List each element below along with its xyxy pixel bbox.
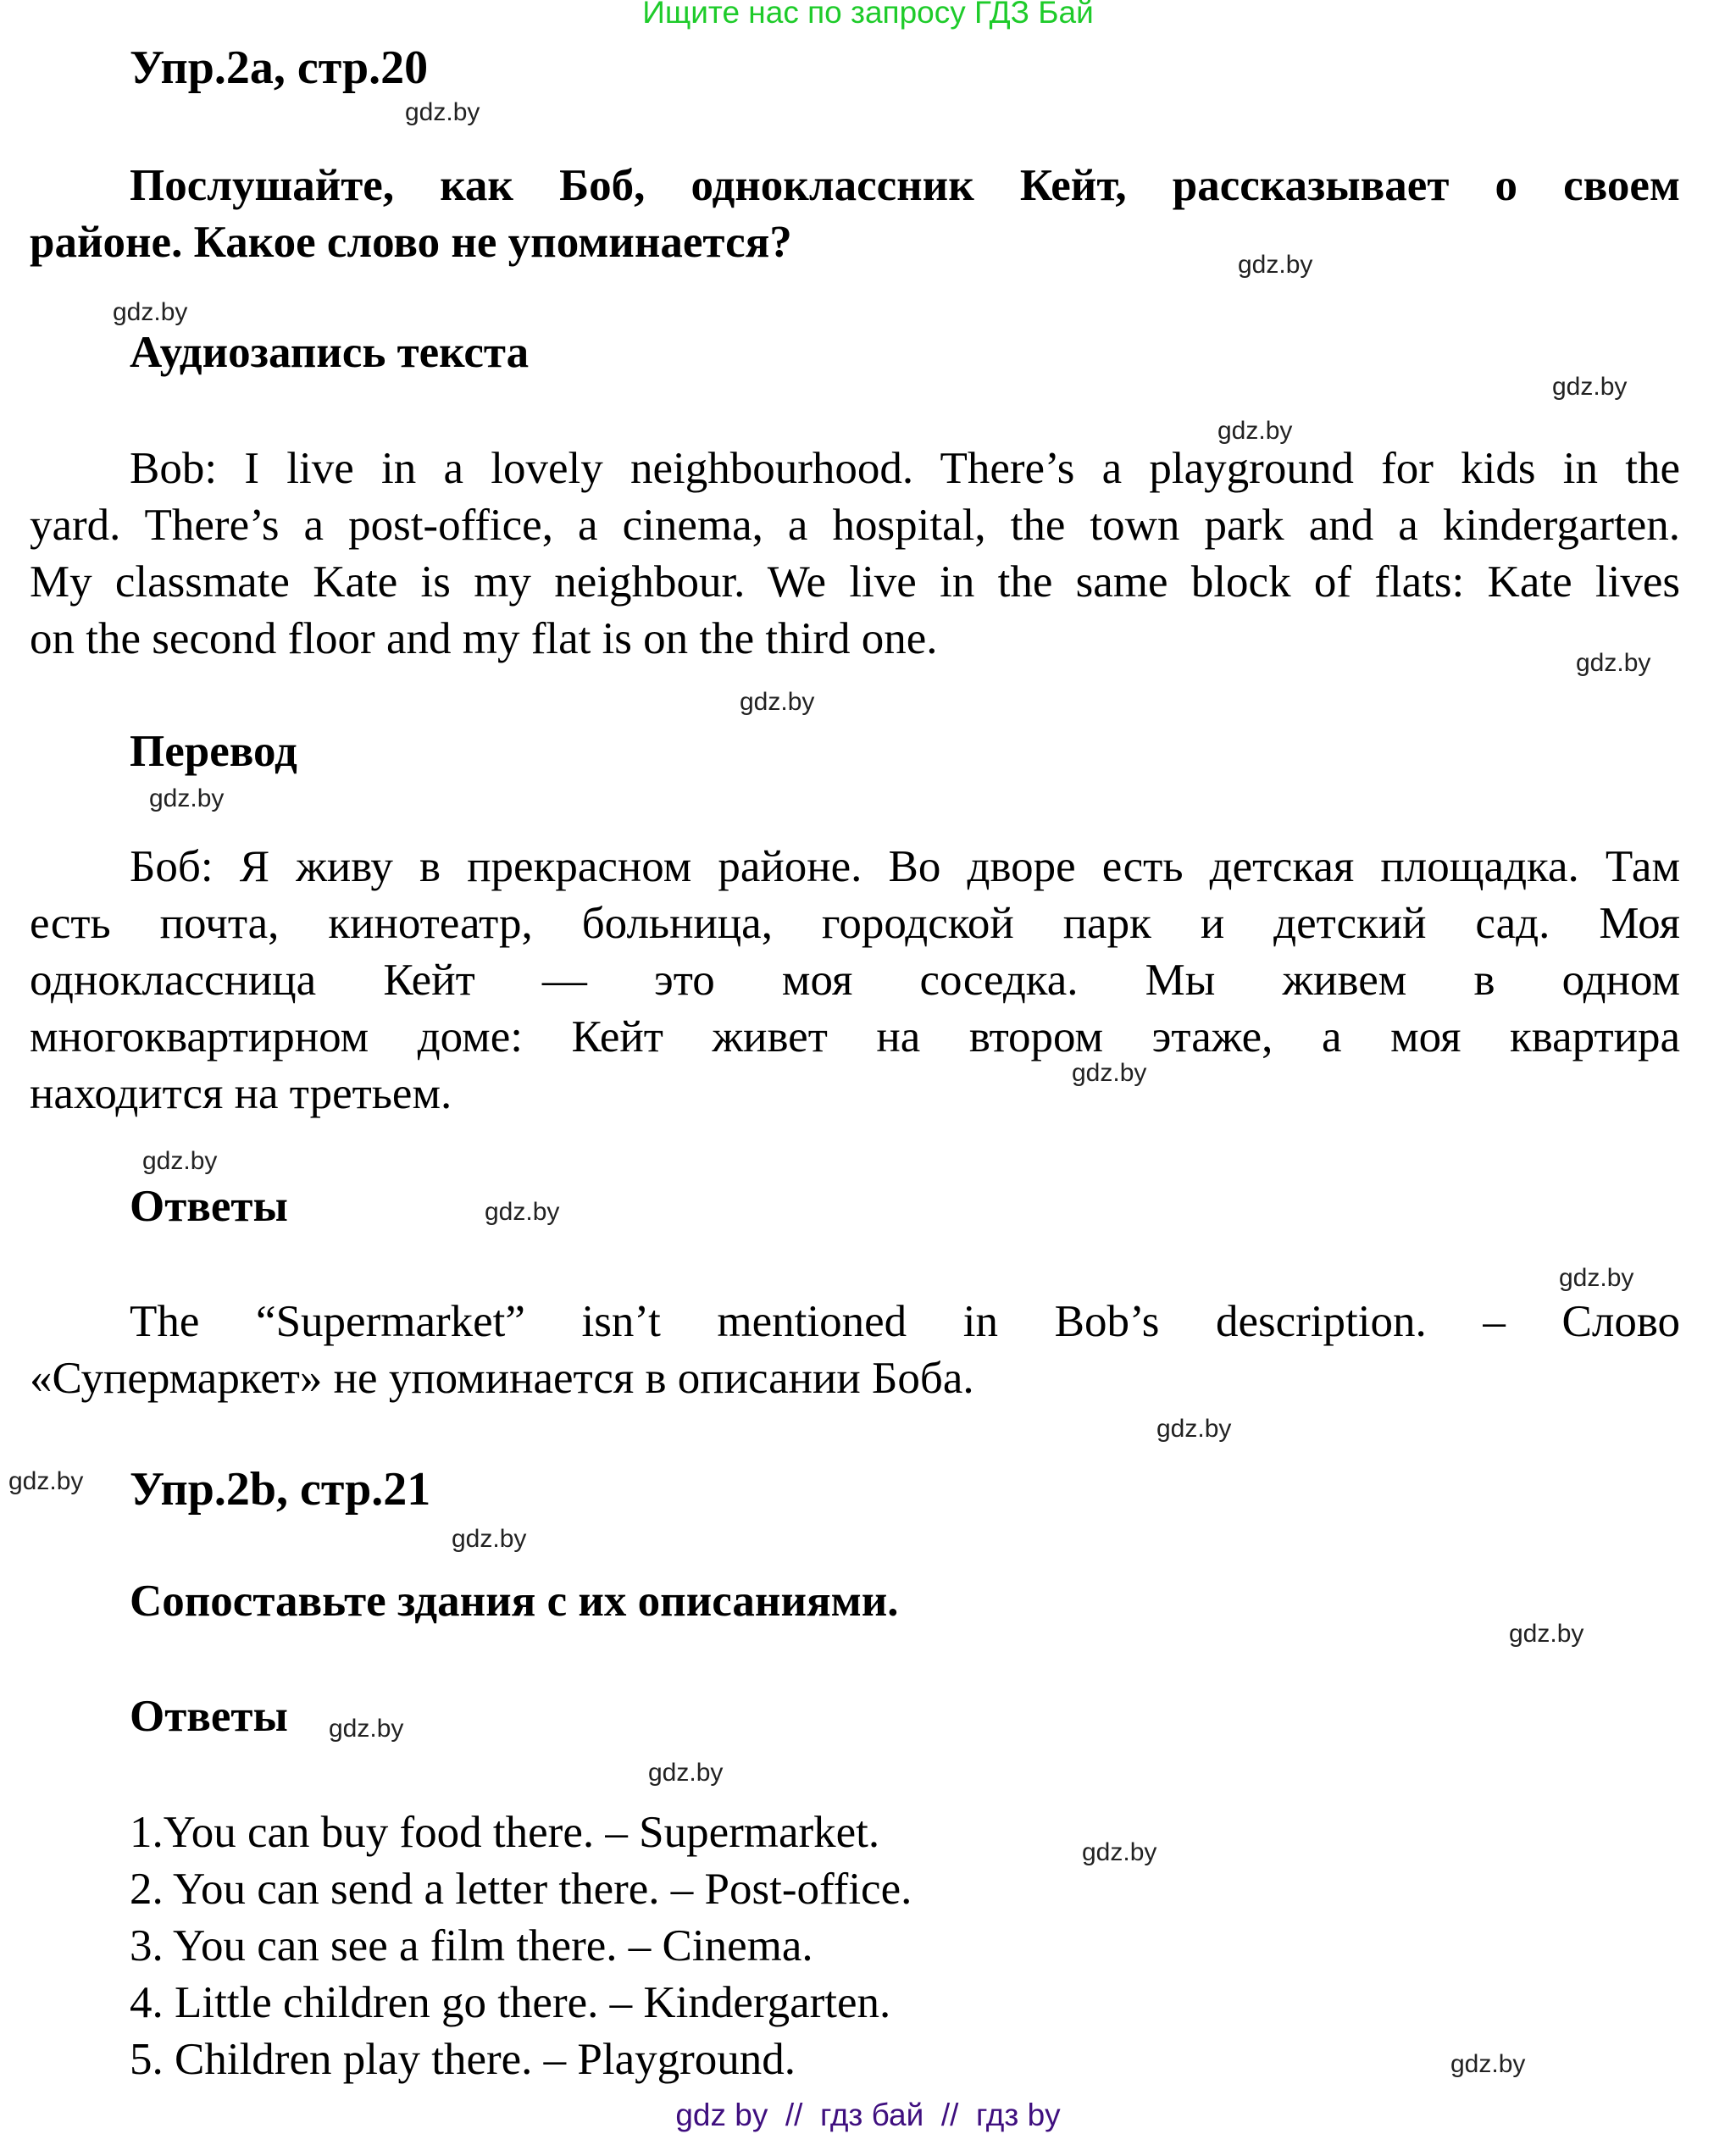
- translation-line: многоквартирном доме: Кейт живет на втором этаже, а моя квартира: [30, 1012, 1680, 1061]
- translation-heading: Перевод: [130, 727, 297, 776]
- watermark: gdz.by: [149, 784, 225, 812]
- watermark: gdz.by: [452, 1525, 527, 1553]
- watermark: gdz.by: [648, 1759, 724, 1787]
- watermark: gdz.by: [1576, 649, 1651, 677]
- watermark: gdz.by: [1509, 1620, 1584, 1648]
- answer-item: 4. Little children go there. – Kindergarten.: [130, 1978, 891, 2027]
- exercise-a-title: Упр.2а, стр.20: [130, 42, 429, 94]
- translation-line: есть почта, кинотеатр, больница, городской парк и детский сад. Моя: [30, 899, 1680, 948]
- audio-line: on the second floor and my flat is on the third one.: [30, 614, 938, 663]
- watermark: gdz.by: [1072, 1059, 1147, 1087]
- watermark: gdz.by: [1217, 417, 1293, 445]
- answer-text-a: [30, 1294, 1680, 1407]
- audio-line: My classmate Kate is my neighbour. We live in the same block of flats: Kate lives: [30, 557, 1680, 607]
- answers-list-b: [130, 1804, 912, 2088]
- exercise-a-task: [30, 158, 1680, 271]
- exercise-b-title: Упр.2b, стр.21: [130, 1463, 431, 1516]
- watermark: gdz.by: [485, 1198, 560, 1226]
- answer-line: The “Supermarket” isn’t mentioned in Bob’s description. – Слово: [130, 1297, 1680, 1346]
- answers-heading-b: Ответы: [130, 1692, 288, 1741]
- watermark: gdz.by: [1450, 2050, 1526, 2078]
- watermark: gdz.by: [142, 1147, 218, 1175]
- watermark: gdz.by: [113, 298, 188, 326]
- watermark: gdz.by: [1156, 1415, 1232, 1443]
- watermark: gdz.by: [740, 688, 815, 716]
- watermark: gdz.by: [329, 1715, 404, 1743]
- task-line: Послушайте, как Боб, одноклассник Кейт, рассказывает о своем: [130, 161, 1680, 210]
- answer-line: «Супермаркет» не упоминается в описании Боба.: [30, 1354, 974, 1403]
- watermark: gdz.by: [1082, 1838, 1157, 1866]
- watermark: gdz.by: [405, 98, 480, 126]
- footer-links: gdz by // гдз бай // гдз by: [675, 2098, 1061, 2132]
- task-line: районе. Какое слово не упоминается?: [30, 218, 792, 267]
- translation-line: находится на третьем.: [30, 1069, 452, 1118]
- watermark: gdz.by: [8, 1467, 84, 1495]
- answers-heading-a: Ответы: [130, 1182, 288, 1231]
- search-banner: Ищите нас по запросу ГДЗ Бай: [642, 0, 1094, 30]
- exercise-b-task: Сопоставьте здания с их описаниями.: [130, 1577, 899, 1626]
- translation-text: [30, 839, 1680, 1122]
- translation-line: одноклассница Кейт — это моя соседка. Мы живем в одном: [30, 956, 1680, 1005]
- watermark: gdz.by: [1559, 1264, 1634, 1292]
- audio-line: Bob: I live in a lovely neighbourhood. There’s a playground for kids in the: [130, 444, 1680, 493]
- audio-line: yard. There’s a post-office, a cinema, a hospital, the town park and a kindergarten.: [30, 501, 1680, 550]
- answer-item: 2. You can send a letter there. – Post-office.: [130, 1865, 912, 1914]
- watermark: gdz.by: [1552, 373, 1628, 401]
- audio-heading: Аудиозапись текста: [130, 328, 530, 377]
- translation-line: Боб: Я живу в прекрасном районе. Во дворе есть детская площадка. Там: [130, 842, 1680, 891]
- audio-text: [30, 441, 1680, 668]
- watermark: gdz.by: [1238, 251, 1313, 279]
- answer-item: 5. Children play there. – Playground.: [130, 2035, 796, 2084]
- answer-item: 3. You can see a film there. – Cinema.: [130, 1921, 813, 1970]
- answer-item: 1.You can buy food there. – Supermarket.: [130, 1808, 880, 1857]
